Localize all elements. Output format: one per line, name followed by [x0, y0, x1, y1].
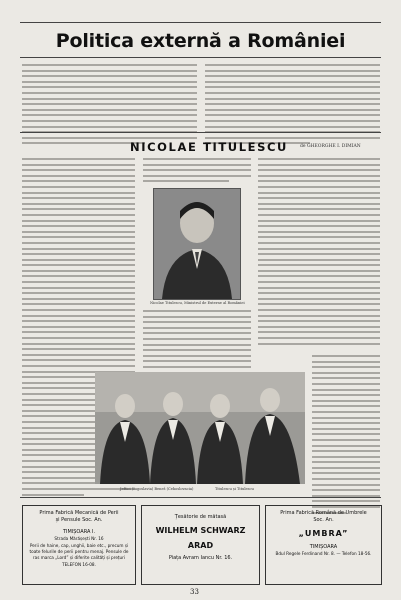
- titulescu-portrait-photo: [153, 188, 241, 300]
- ad3-line2: Soc. An.: [313, 517, 334, 523]
- intro-column-right: [205, 64, 380, 148]
- ad3-city: TIMIȘOARA: [309, 544, 338, 550]
- article-heading: NICOLAE TITULESCU: [130, 140, 288, 154]
- ad1-line1: Prima Fabrică Mecanică de Perii: [39, 510, 119, 516]
- ads-rule: [20, 497, 381, 498]
- ad1-description: Perii de haine, cap, unghii, baie etc., precum și toate felurile de perii pentru menaj. Pensule de ras marca „Lord” și diferite calități și prețuri: [29, 543, 129, 560]
- intro-rule: [20, 132, 381, 133]
- group-photo: [95, 372, 305, 484]
- ad-silk-weaving: [141, 505, 260, 585]
- ad2-line1: Țesătorie de mătasă: [174, 514, 227, 520]
- ad3-address: Bdul Regele Ferdinand Nr. 8. — Telefon 18-56.: [275, 551, 372, 556]
- article-column-middle-top: [143, 158, 251, 186]
- ad1-phone: TELEFON 16-08.: [62, 562, 96, 567]
- byline: de GHEORGHE I. DIMIAN: [300, 144, 361, 149]
- page-number: 33: [190, 588, 199, 596]
- portrait-caption: Nicolae Titulescu, Ministrul de Externe al României: [150, 301, 245, 305]
- ad2-address: Piața Avram Iancu Nr. 16.: [168, 555, 233, 561]
- top-rule: [20, 22, 381, 23]
- article-column-right: [258, 158, 380, 348]
- ad2-city: ARAD: [187, 541, 214, 550]
- ad1-address: Strada Mărășești Nr. 16: [54, 536, 104, 541]
- ad3-name: „UMBRA”: [298, 529, 349, 538]
- ad1-line2: și Pensule Soc. An.: [55, 517, 103, 523]
- group-image: [95, 372, 305, 484]
- article-column-right-narrow: [312, 355, 380, 517]
- page-title: Politica externă a României: [55, 30, 346, 52]
- ad-umbrella-factory: [265, 505, 382, 585]
- article-column-middle-bottom: [143, 310, 251, 377]
- ad1-city: TIMIȘOARA I.: [62, 529, 96, 535]
- portrait-image: [154, 189, 240, 299]
- ad-brush-factory: [22, 505, 136, 585]
- intro-column-left: [22, 64, 197, 148]
- group-caption-right: Titulescu și Titulescu: [215, 487, 254, 491]
- group-caption-left: Jeftici (Iugoslavia) Beneš (Cehoslovacia): [120, 487, 194, 491]
- ad2-name: WILHELM SCHWARZ: [155, 526, 246, 535]
- title-rule: [20, 57, 381, 58]
- ad3-line1: Prima Fabrică Română de Umbrele: [280, 510, 367, 516]
